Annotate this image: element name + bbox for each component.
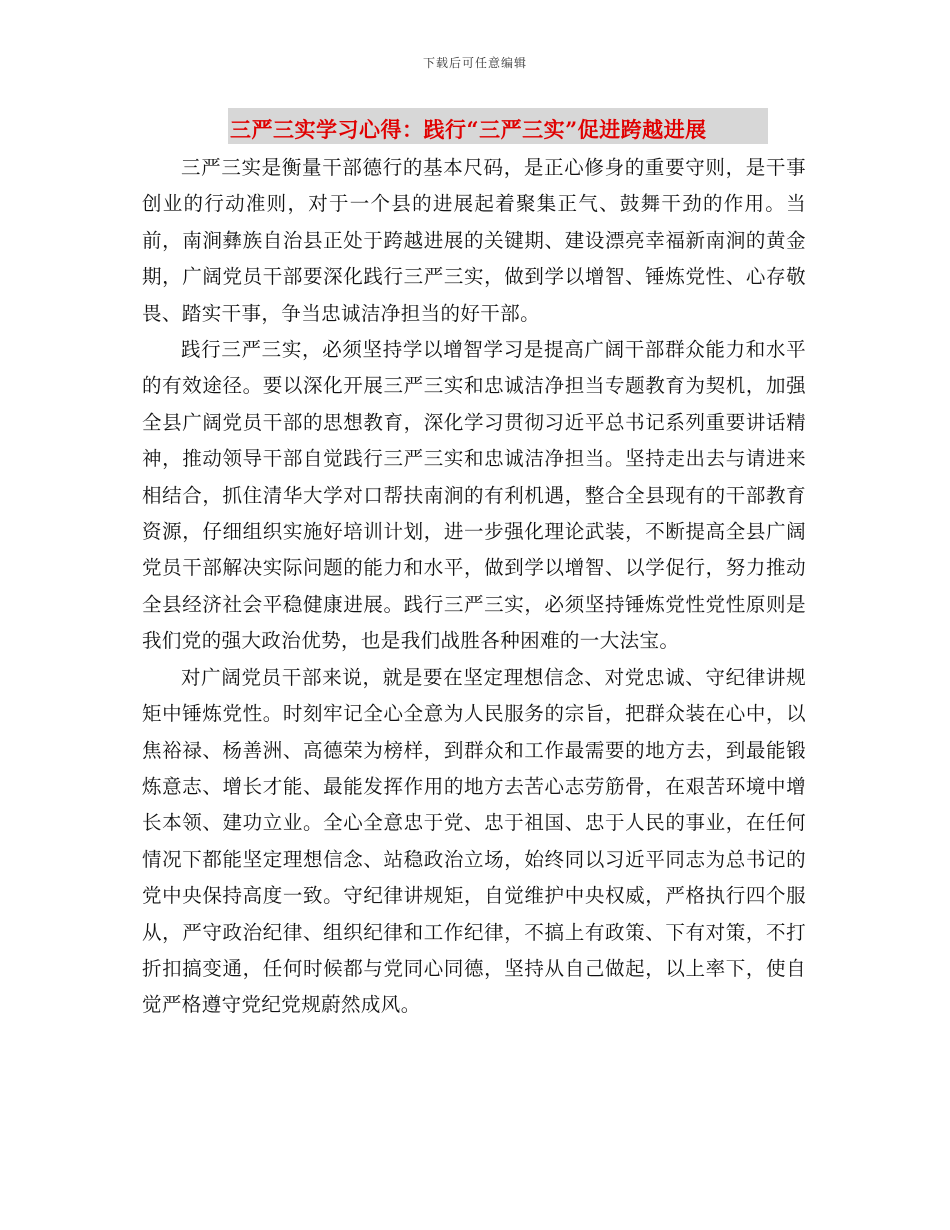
- paragraph: 对广阔党员干部来说，就是要在坚定理想信念、对党忠诚、守纪律讲规矩中锤炼党性。时刻牢记全心全意为人民服务的宗旨，把群众装在心中，以焦裕禄、杨善洲、高德荣为榜样，到群众和工作最需要的地方去，到最能锻炼意志、增长才能、最能发挥作用的地方去苦心志劳筋骨，在艰苦环境中增长本领、建功立业。全心全意忠于党、忠于祖国、忠于人民的事业，在任何情况下都能坚定理想信念、站稳政治立场，始终同以习近平同志为总书记的党中央保持高度一致。守纪律讲规矩，自觉维护中央权威，严格执行四个服从，严守政治纪律、组织纪律和工作纪律，不搞上有政策、下有对策，不打折扣搞变通，任何时候都与党同心同德，坚持从自己做起，以上率下，使自觉严格遵守党纪党规蔚然成风。: [142, 665, 806, 1017]
- document-body: [142, 150, 806, 1024]
- header-note: 下载后可任意编辑: [422, 56, 527, 70]
- paragraph: 践行三严三实，必须坚持学以增智学习是提高广阔干部群众能力和水平的有效途径。要以深化开展三严三实和忠诚洁净担当专题教育为契机，加强全县广阔党员干部的思想教育，深化学习贯彻习近平总书记系列重要讲话精神，推动领导干部自觉践行三严三实和忠诚洁净担当。坚持走出去与请进来相结合，抓住清华大学对口帮扶南涧的有利机遇，整合全县现有的干部教育资源，仔细组织实施好培训计划，进一步强化理论武装，不断提高全县广阔党员干部解决实际问题的能力和水平，做到学以增智、以学促行，努力推动全县经济社会平稳健康进展。践行三严三实，必须坚持锤炼党性党性原则是我们党的强大政治优势，也是我们战胜各种困难的一大法宝。: [142, 338, 806, 653]
- paragraph: 三严三实是衡量干部德行的基本尺码，是正心修身的重要守则，是干事创业的行动准则，对于一个县的进展起着聚集正气、鼓舞干劲的作用。当前，南涧彝族自治县正处于跨越进展的关键期、建设漂亮幸福新南涧的黄金期，广阔党员干部要深化践行三严三实，做到学以增智、锤炼党性、心存敬畏、踏实干事，争当忠诚洁净担当的好干部。: [142, 156, 806, 325]
- document-title: 三严三实学习心得：践行“三严三实”促进跨越进展: [230, 117, 707, 142]
